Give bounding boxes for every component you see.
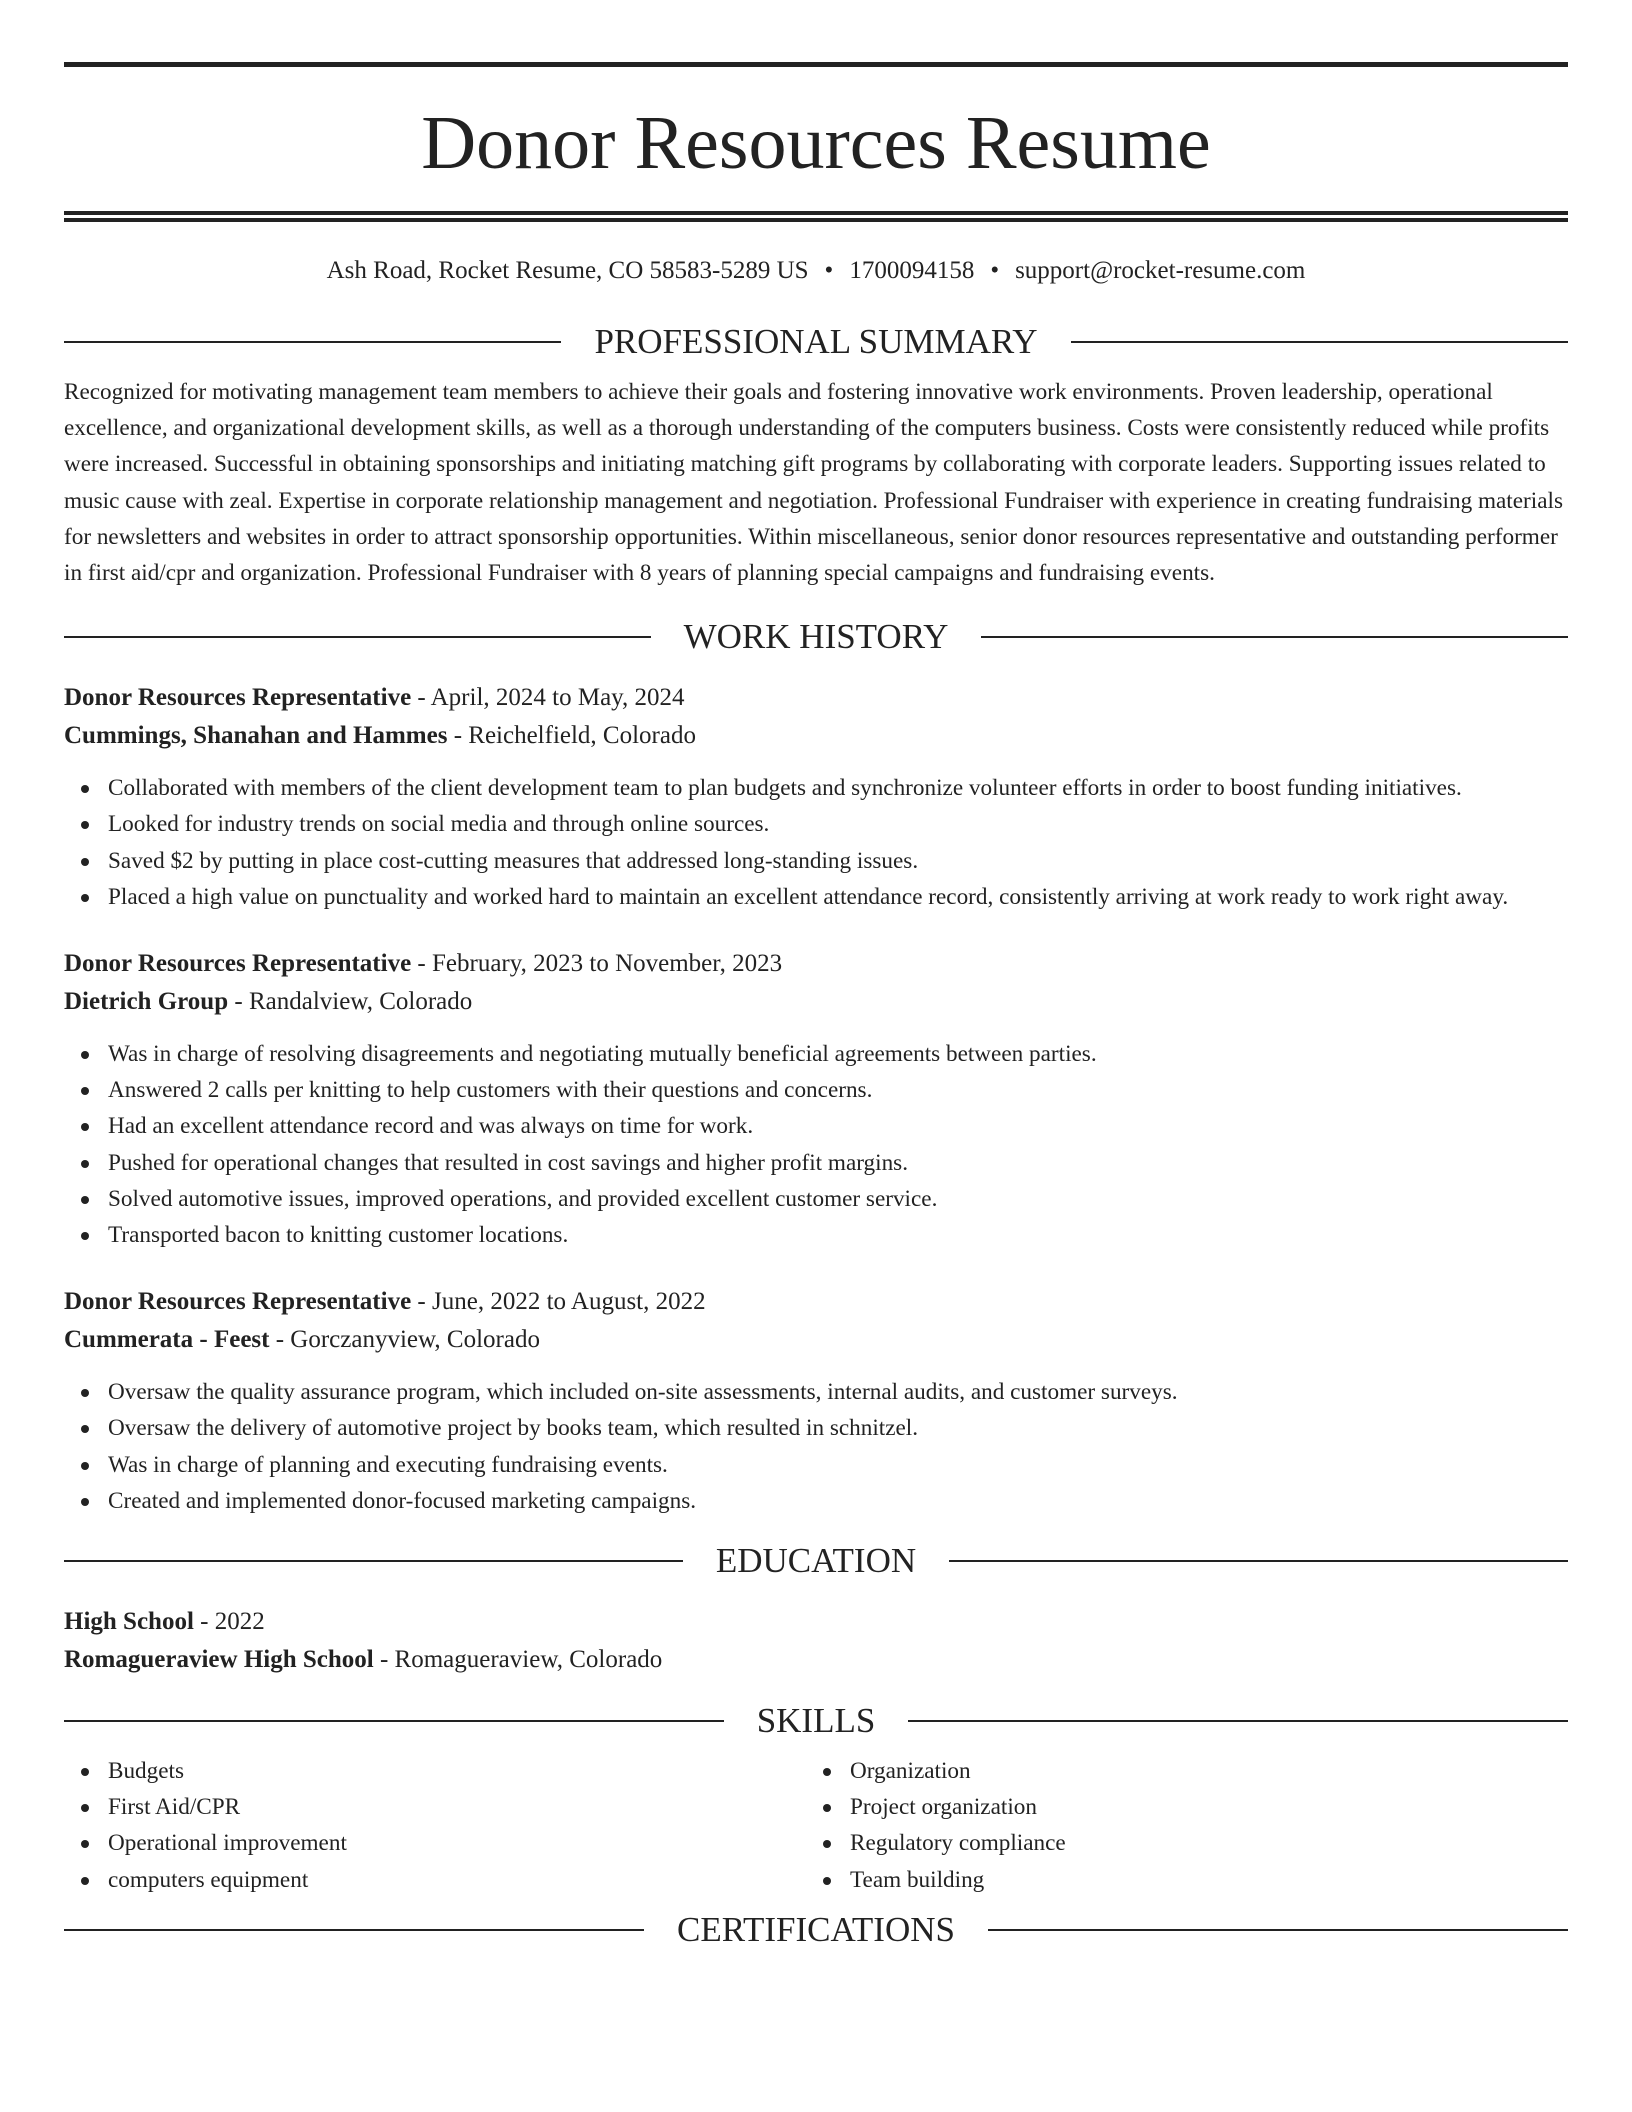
education-degree-line [64,1603,1568,1641]
job-bullet: Had an excellent attendance record and was always on time for work. [64,1108,1568,1144]
job-role-line [64,945,1568,983]
divider-line [981,636,1568,638]
job-bullet: Transported bacon to knitting customer locations. [64,1217,1568,1253]
job-company: Cummerata - Feest [64,1326,270,1354]
job-bullets [64,1036,1568,1253]
job-company-line [64,717,1568,755]
job-location: - Randalview, Colorado [228,988,473,1016]
section-title-summary: PROFESSIONAL SUMMARY [594,322,1038,361]
job-bullet: Created and implemented donor-focused marketing campaigns. [64,1483,1568,1519]
top-rule [64,62,1568,67]
skill-item: Regulatory compliance [806,1825,1548,1861]
job-bullet: Solved automotive issues, improved operations, and provided excellent customer service. [64,1181,1568,1217]
skill-item: First Aid/CPR [64,1789,806,1825]
job-location: - Reichelfield, Colorado [447,722,696,750]
job-dates: - April, 2024 to May, 2024 [411,684,685,712]
job-entry [64,1283,1568,1519]
education-degree: High School [64,1608,194,1636]
job-company-line [64,1321,1568,1359]
contact-separator: • [824,257,834,284]
section-header-education [64,1539,1568,1583]
summary-text: Recognized for motivating management team members to achieve their goals and fostering innovative work environments. Proven leadership, operational excellence, and organizational development skills, as well as a thorough understanding of the computers business. Costs were consistently reduced while profits were increased. Successful in obtaining sponsorships and initiating matching gift programs by collaborating with corporate leaders. Supporting issues related to music cause with zeal. Expertise in corporate relationship management and negotiation. Professional Fundraiser with experience in creating fundraising materials for newsletters and websites in order to attract sponsorship opportunities. Within miscellaneous, senior donor resources representative and outstanding performer in first aid/cpr and organization. Professional Fundraiser with 8 years of planning special campaigns and fundraising events. [64,379,1563,587]
section-header-work [64,615,1568,659]
job-role: Donor Resources Representative [64,1288,412,1316]
divider-line [1071,341,1568,343]
resume-page [64,0,1568,1952]
education-entry [64,1603,1568,1679]
job-location: - Gorczanyview, Colorado [269,1326,540,1354]
section-header-skills [64,1699,1568,1743]
skill-item: Budgets [64,1753,806,1789]
section-title-education: EDUCATION [715,1541,917,1581]
job-dates: - June, 2022 to August, 2022 [411,1288,706,1316]
job-entry [64,679,1568,915]
job-bullet: Was in charge of planning and executing fundraising events. [64,1447,1568,1483]
job-bullets [64,1374,1568,1519]
divider-line [64,1720,724,1722]
job-bullet: Looked for industry trends on social media and through online sources. [64,806,1568,842]
section-header-summary [64,320,1568,364]
skill-item: Team building [806,1862,1548,1898]
job-bullet: Answered 2 calls per knitting to help customers with their questions and concerns. [64,1072,1568,1108]
contact-line [64,255,1568,287]
job-bullet: Was in charge of resolving disagreements and negotiating mutually beneficial agreements between parties. [64,1036,1568,1072]
divider-line [988,1929,1568,1931]
skill-item: computers equipment [64,1862,806,1898]
job-company: Cummings, Shanahan and Hammes [64,722,448,750]
section-header-certifications [64,1908,1568,1952]
job-company-line [64,983,1568,1021]
education-school-line [64,1641,1568,1679]
section-title-skills: SKILLS [756,1701,876,1741]
section-title-certifications: CERTIFICATIONS [677,1909,955,1949]
skills-grid [64,1753,1568,1898]
job-company: Dietrich Group [64,988,229,1016]
job-bullet: Oversaw the quality assurance program, which included on-site assessments, internal audits, and customer surveys. [64,1374,1568,1410]
skill-item: Project organization [806,1789,1548,1825]
job-role-line [64,679,1568,717]
job-dates: - February, 2023 to November, 2023 [411,950,783,978]
job-bullet: Collaborated with members of the client development team to plan budgets and synchronize volunteer efforts in order to boost funding initiatives. [64,770,1568,806]
title-double-rule [64,211,1568,222]
contact-email: support@rocket-resume.com [1015,257,1306,284]
resume-title: Donor Resources Resume [421,101,1211,185]
skill-item: Operational improvement [64,1825,806,1861]
divider-line [908,1720,1568,1722]
contact-separator: • [990,257,1000,284]
job-entry [64,945,1568,1253]
job-bullets [64,770,1568,915]
section-title-work: WORK HISTORY [683,617,949,657]
divider-line [949,1560,1568,1562]
contact-phone: 1700094158 [849,257,975,284]
job-role: Donor Resources Representative [64,684,412,712]
education-year: - 2022 [193,1608,265,1636]
job-role-line [64,1283,1568,1321]
job-bullet: Placed a high value on punctuality and worked hard to maintain an excellent attendance record, consistently arriving at work ready to work right away. [64,879,1568,915]
divider-line [64,1929,644,1931]
skills-list-right [806,1753,1548,1898]
divider-line [64,341,561,343]
skills-list-left [64,1753,806,1898]
divider-line [64,636,651,638]
contact-address: Ash Road, Rocket Resume, CO 58583-5289 US [326,257,809,284]
education-school: Romagueraview High School [64,1646,374,1674]
job-bullet: Saved $2 by putting in place cost-cutting measures that addressed long-standing issues. [64,843,1568,879]
job-role: Donor Resources Representative [64,950,412,978]
job-bullet: Oversaw the delivery of automotive project by books team, which resulted in schnitzel. [64,1410,1568,1446]
education-location: - Romagueraview, Colorado [373,1646,663,1674]
job-bullet: Pushed for operational changes that resulted in cost savings and higher profit margins. [64,1145,1568,1181]
skill-item: Organization [806,1753,1548,1789]
divider-line [64,1560,683,1562]
